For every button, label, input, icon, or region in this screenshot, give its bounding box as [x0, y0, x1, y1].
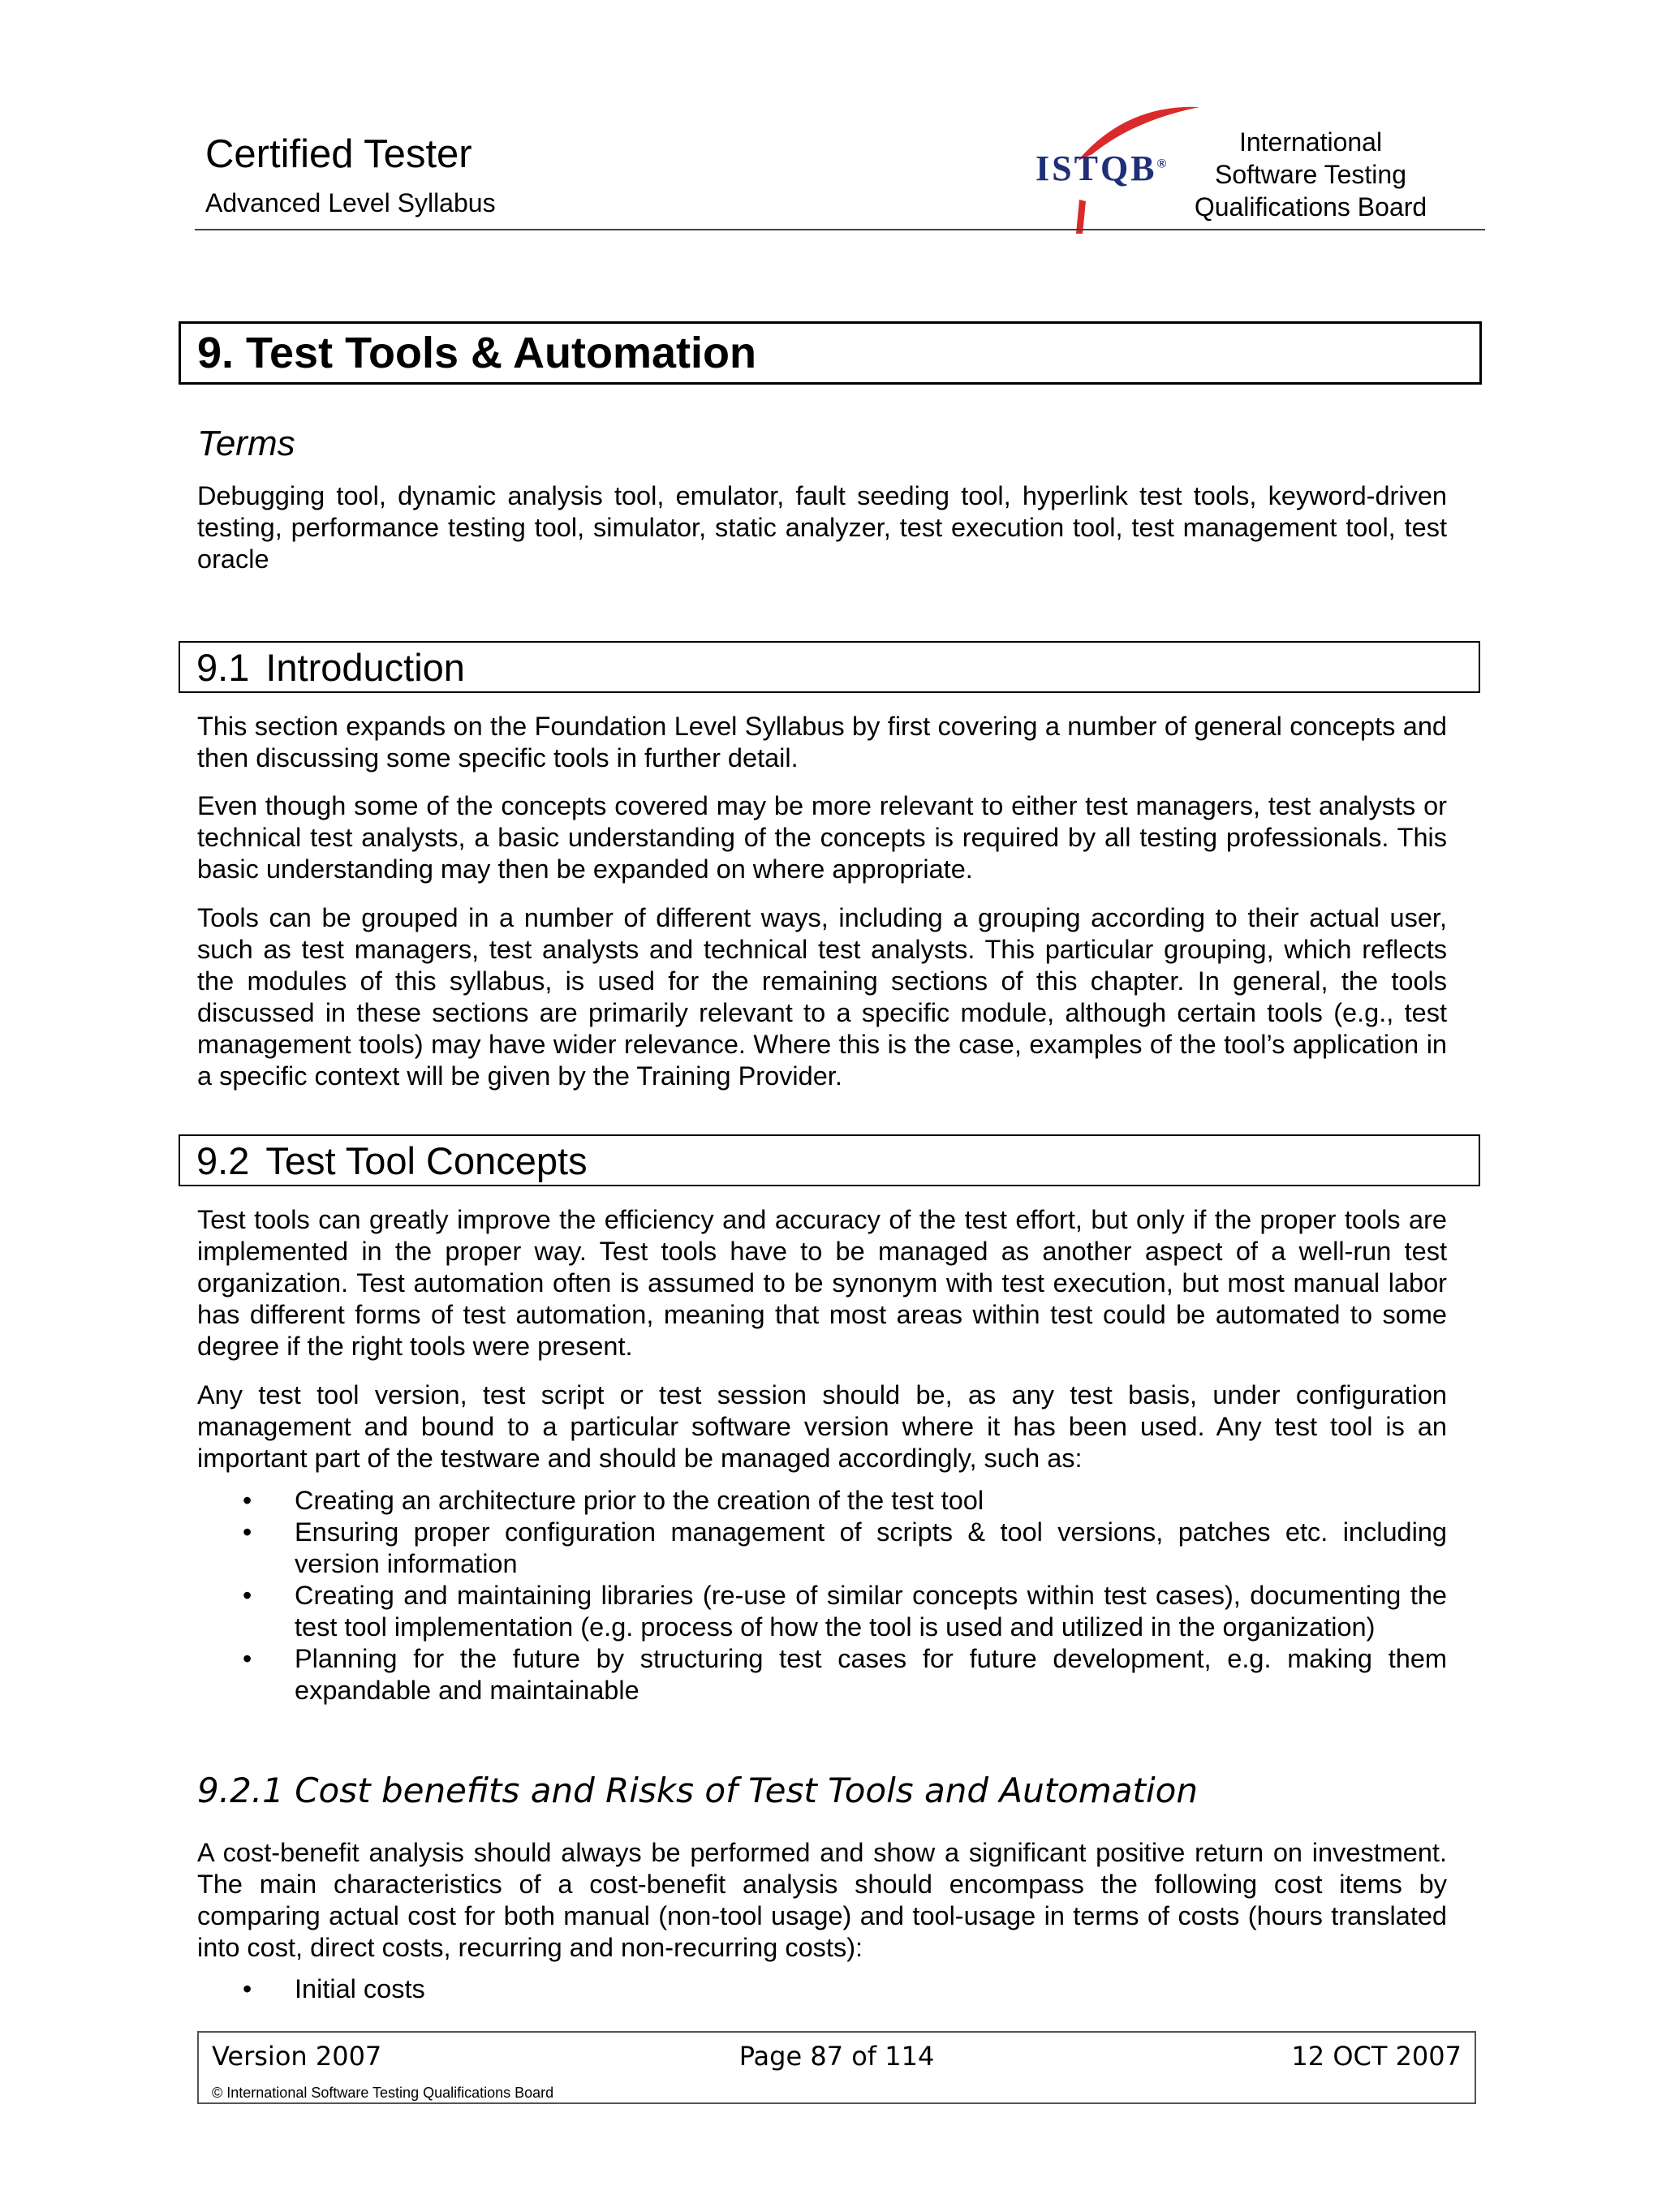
chapter-heading: 9. Test Tools & Automation	[179, 321, 1482, 385]
intro-paragraph-3: Tools can be grouped in a number of different ways, including a grouping according to their actual user, such as test managers, test analysts and technical test analysts. This particular grouping, which reflects the modules of this syllabus, is used for the remaining sections of this chapter. In general, the tools discussed in these sections are primarily relevant to a specific module, although certain tools (e.g., test management tools) may have wider relevance. Where this is the case, examples of the tool’s application in a specific context will be given by the Training Provider.	[197, 903, 1447, 1091]
bullet-icon: •	[243, 1974, 252, 2003]
subsection-9-2-1-heading: 9.2.1 Cost benefits and Risks of Test Tools and Automation	[197, 1771, 1198, 1810]
cost-items-list	[197, 1973, 1447, 2005]
section-title: Introduction	[265, 646, 465, 689]
bullet-icon: •	[243, 1517, 252, 1547]
terms-heading: Terms	[197, 424, 295, 463]
list-item: • Initial costs	[243, 1974, 425, 2003]
list-item: • Ensuring proper configuration management of scripts & tool versions, patches etc. including version information	[243, 1517, 1447, 1578]
bullet-icon: •	[243, 1644, 252, 1673]
intro-paragraph-2: Even though some of the concepts covered may be more relevant to either test managers, test analysts or technical test analysts, a basic understanding of the concepts is required by all testing professionals. This basic understanding may then be expanded on where appropriate.	[197, 791, 1447, 884]
list-item: • Creating and maintaining libraries (re-use of similar concepts within test cases), documenting the test tool implementation (e.g. process of how the tool is used and utilized in the organization)	[243, 1581, 1447, 1642]
list-item: • Creating an architecture prior to the creation of the test tool	[243, 1486, 984, 1515]
org-line-1: International	[1238, 127, 1383, 157]
testware-management-list	[197, 1485, 1447, 1706]
footer-version: Version 2007	[212, 2041, 382, 2072]
section-9-1-heading	[179, 641, 1480, 693]
footer-page-number: Page 87 of 114	[738, 2041, 935, 2072]
concepts-paragraph-2: Any test tool version, test script or test session should be, as any test basis, under configuration management and bound to a particular software version where it has been used. Any test tool is an important part of the testware and should be managed accordingly, such as:	[197, 1380, 1447, 1473]
bullet-icon: •	[243, 1486, 252, 1515]
list-item: • Planning for the future by structuring test cases for future development, e.g. making them expandable and maintainable	[243, 1644, 1447, 1705]
header-divider	[195, 229, 1485, 230]
section-number: 9.1	[196, 646, 250, 689]
section-title: Test Tool Concepts	[265, 1139, 588, 1182]
footer-date: 12 OCT 2007	[1291, 2041, 1462, 2072]
istqb-logo-text: ISTQB®	[1036, 148, 1167, 188]
org-line-2: Software Testing	[1215, 160, 1406, 189]
organization-name	[1177, 126, 1445, 223]
cost-benefit-paragraph: A cost-benefit analysis should always be performed and show a significant positive return on investment. The main characteristics of a cost-benefit analysis should encompass the following cost items by comparing actual cost for both manual (non-tool usage) and tool-usage in terms of costs (hours translated into cost, direct costs, recurring and non-recurring costs):	[197, 1838, 1447, 1962]
footer-copyright: © International Software Testing Qualifications Board	[212, 2085, 554, 2101]
page-footer	[197, 2031, 1476, 2104]
bullet-icon: •	[243, 1581, 252, 1610]
intro-paragraph-1: This section expands on the Foundation Level Syllabus by first covering a number of general concepts and then discussing some specific tools in further detail.	[197, 712, 1447, 772]
document-subtitle: Advanced Level Syllabus	[205, 188, 496, 217]
section-9-2-heading	[179, 1134, 1480, 1186]
document-title: Certified Tester	[205, 132, 472, 176]
concepts-paragraph-1: Test tools can greatly improve the efficiency and accuracy of the test effort, but only if the proper tools are implemented in the proper way. Test tools have to be managed as another aspect of a well-run test organization. Test automation often is assumed to be synonym with test execution, but most manual labor has different forms of test automation, meaning that most areas within test could be automated to some degree if the right tools were present.	[197, 1205, 1447, 1361]
org-line-3: Qualifications Board	[1194, 192, 1427, 222]
section-number: 9.2	[196, 1139, 250, 1182]
terms-text: Debugging tool, dynamic analysis tool, emulator, fault seeding tool, hyperlink test tools, keyword-driven testing, performance testing tool, simulator, static analyzer, test execution tool, test management tool, test oracle	[197, 481, 1447, 574]
